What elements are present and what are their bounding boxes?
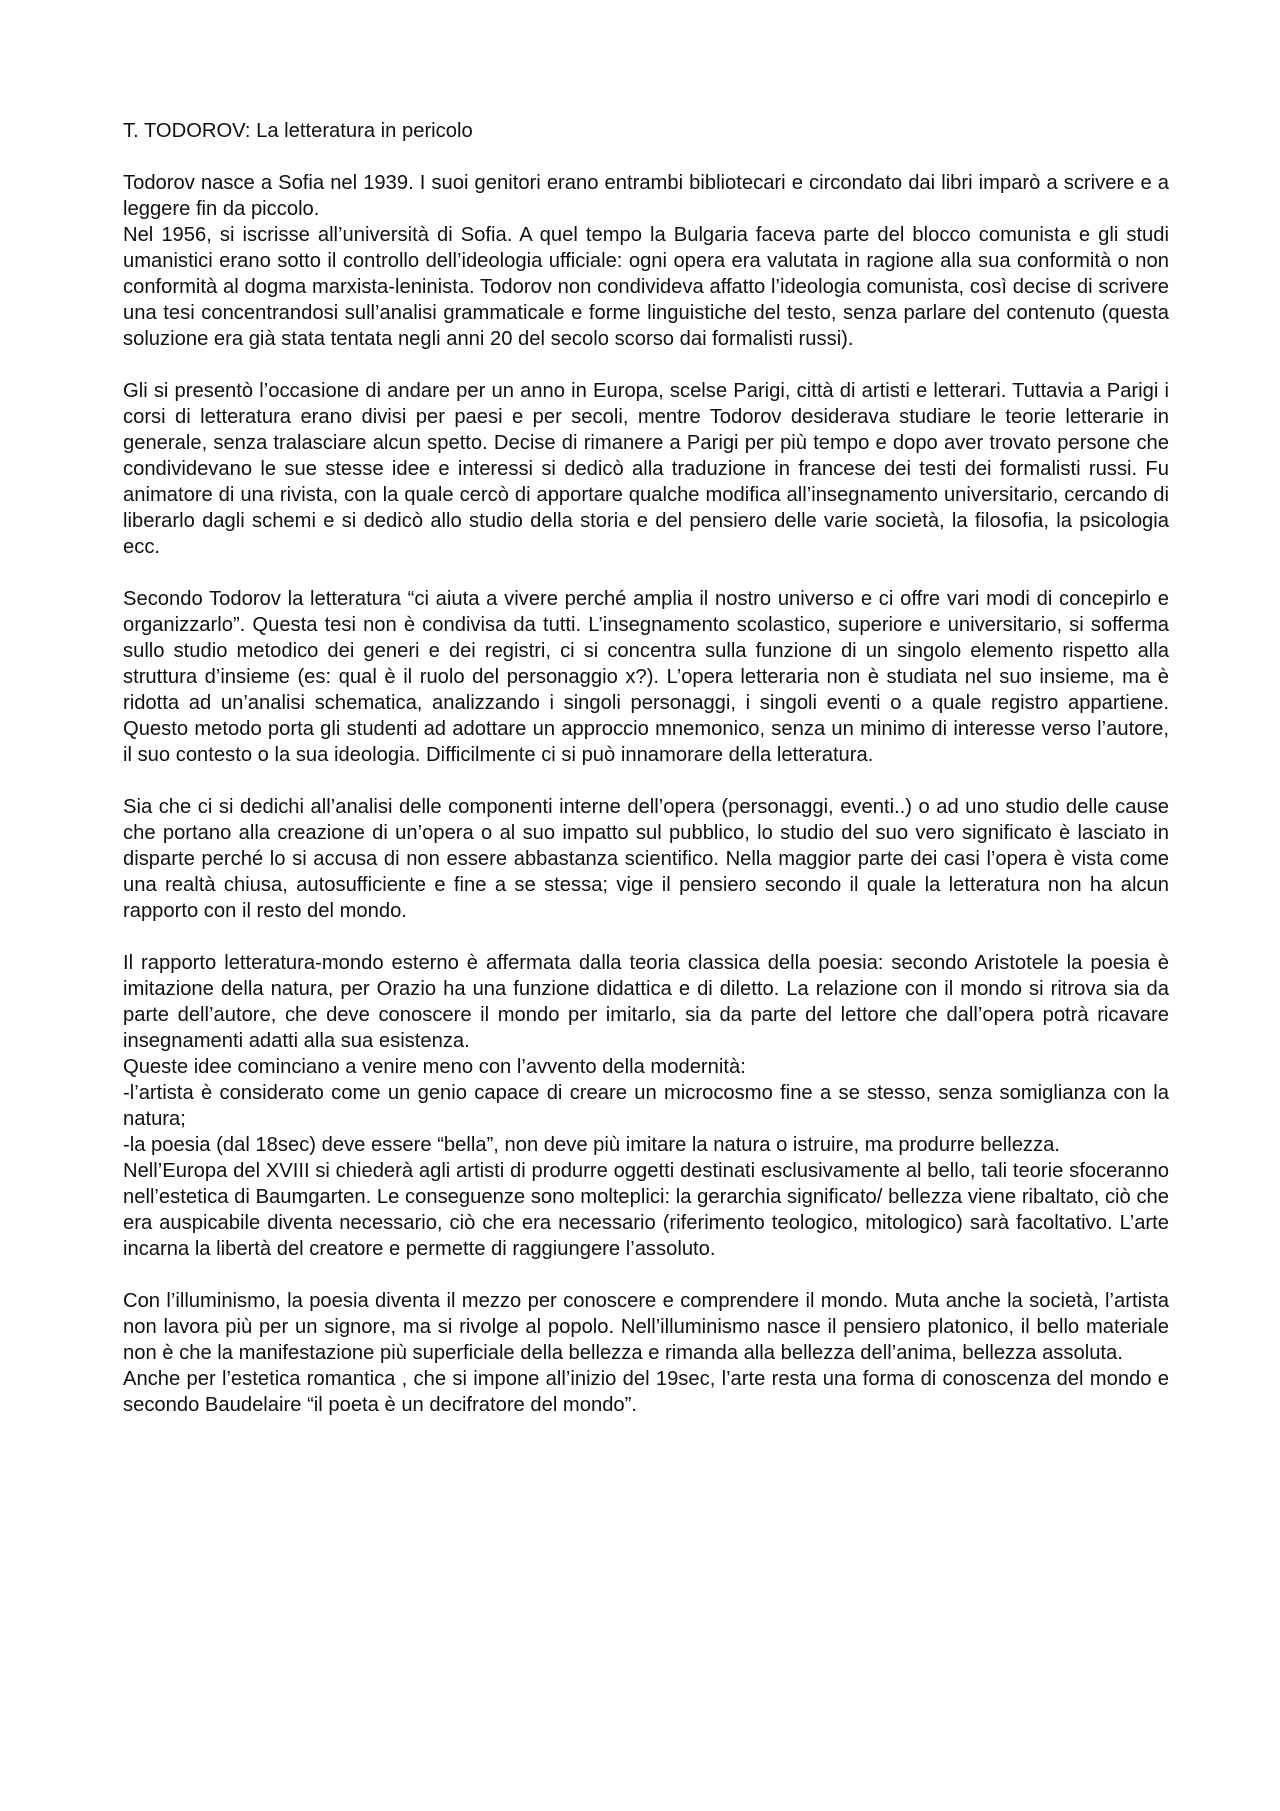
paragraph-line: Secondo Todorov la letteratura “ci aiuta a vivere perché amplia il nostro universo e ci offre vari modi di concepirlo e organizzarlo”. Questa tesi non è condivisa da tutti. L’insegnamento scolastico, superiore e universitario, si sofferma sullo studio metodico dei generi e dei registri, ci si concentra sulla funzione di un singolo elemento rispetto alla struttura d’insieme (es: qual è il ruolo del personaggio x?). L’opera letteraria non è studiata nel suo insieme, ma è ridotta ad un’analisi schematica, analizzando i singoli personaggi, i singoli eventi o a quale registro appartiene. Questo metodo porta gli studenti ad adottare un approccio mnemonico, senza un minimo di interesse verso l’autore, il suo contesto o la sua ideologia. Difficilmente ci si può innamorare della letteratura. [123,588,1169,766]
document-page [123,118,1169,1444]
paragraph-literature-thesis [123,586,1169,768]
paragraph-line: Nel 1956, si iscrisse all’università di Sofia. A quel tempo la Bulgaria faceva parte del blocco comunista e gli studi umanistici erano sotto il controllo dell’ideologia ufficiale: ogni opera era valutata in ragione alla sua conformità o non conformità al dogma marxista-leninista. Todorov non condivideva affatto l’ideologia comunista, così decise di scrivere una tesi concentrandosi sull’analisi grammaticale e forme linguistiche del testo, senza parlare del contenuto (questa soluzione era già stata tentata negli anni 20 del secolo scorso dai formalisti russi). [123,224,1169,350]
paragraph-enlightenment [123,1288,1169,1418]
paragraph-analysis [123,794,1169,924]
paragraph-line: Nell’Europa del XVIII si chiederà agli artisti di produrre oggetti destinati esclusivamente al bello, tali teorie sfoceranno nell’estetica di Baumgarten. Le conseguenze sono molteplici: la gerarchia significato/ bellezza viene ribaltato, ciò che era auspicabile diventa necessario, ciò che era necessario (riferimento teologico, mitologico) sarà facoltativo. L’arte incarna la libertà del creatore e permette di raggiungere l’assoluto. [123,1160,1169,1260]
paragraph-line: Con l’illuminismo, la poesia diventa il mezzo per conoscere e comprendere il mondo. Muta anche la società, l’artista non lavora più per un signore, ma si rivolge al popolo. Nell’illuminismo nasce il pensiero platonico, il bello materiale non è che la manifestazione più superficiale della bellezza e rimanda alla bellezza dell’anima, bellezza assoluta. [123,1290,1169,1364]
paragraph-line: Gli si presentò l’occasione di andare per un anno in Europa, scelse Parigi, città di artisti e letterari. Tuttavia a Parigi i corsi di letteratura erano divisi per paesi e per secoli, mentre Todorov desiderava studiare le teorie letterarie in generale, senza tralasciare alcun spetto. Decise di rimanere a Parigi per più tempo e dopo aver trovato persone che condividevano le sue stesse idee e interessi si dedicò alla traduzione in francese dei testi dei formalisti russi. Fu animatore di una rivista, con la quale cercò di apportare qualche modifica all’insegnamento universitario, cercando di liberarlo dagli schemi e si dedicò allo studio della storia e del pensiero delle varie società, la filosofia, la psicologia ecc. [123,380,1169,558]
paragraph-paris [123,378,1169,560]
paragraph-line: Sia che ci si dedichi all’analisi delle componenti interne dell’opera (personaggi, eventi..) o ad uno studio delle cause che portano alla creazione di un’opera o al suo impatto sul pubblico, lo studio del suo vero significato è lasciato in disparte perché lo si accusa di non essere abbastanza scientifico. Nella maggior parte dei casi l’opera è vista come una realtà chiusa, autosufficiente e fine a se stessa; vige il pensiero secondo il quale la letteratura non ha alcun rapporto con il resto del mondo. [123,796,1169,922]
paragraph-line: Todorov nasce a Sofia nel 1939. I suoi genitori erano entrambi bibliotecari e circondato dai libri imparò a scrivere e a leggere fin da piccolo. [123,172,1169,220]
paragraph-line: Anche per l’estetica romantica , che si impone all’inizio del 19sec, l’arte resta una forma di conoscenza del mondo e secondo Baudelaire “il poeta è un decifratore del mondo”. [123,1368,1169,1416]
paragraph-biography [123,170,1169,352]
document-title: T. TODOROV: La letteratura in pericolo [123,120,473,142]
paragraph-line: Queste idee cominciano a venire meno con l’avvento della modernità: [123,1056,746,1078]
paragraph-line: -l’artista è considerato come un genio capace di creare un microcosmo fine a se stesso, senza somiglianza con la natura; [123,1082,1169,1130]
paragraph-line: Il rapporto letteratura-mondo esterno è affermata dalla teoria classica della poesia: secondo Aristotele la poesia è imitazione della natura, per Orazio ha una funzione didattica e di diletto. La relazione con il mondo si ritrova sia da parte dell’autore, che deve conoscere il mondo per imitarlo, sia da parte del lettore che dall’opera potrà ricavare insegnamenti adatti alla sua esistenza. [123,952,1169,1052]
paragraph-line: -la poesia (dal 18sec) deve essere “bella”, non deve più imitare la natura o istruire, ma produrre bellezza. [123,1134,1060,1156]
paragraph-classical-theory [123,950,1169,1262]
